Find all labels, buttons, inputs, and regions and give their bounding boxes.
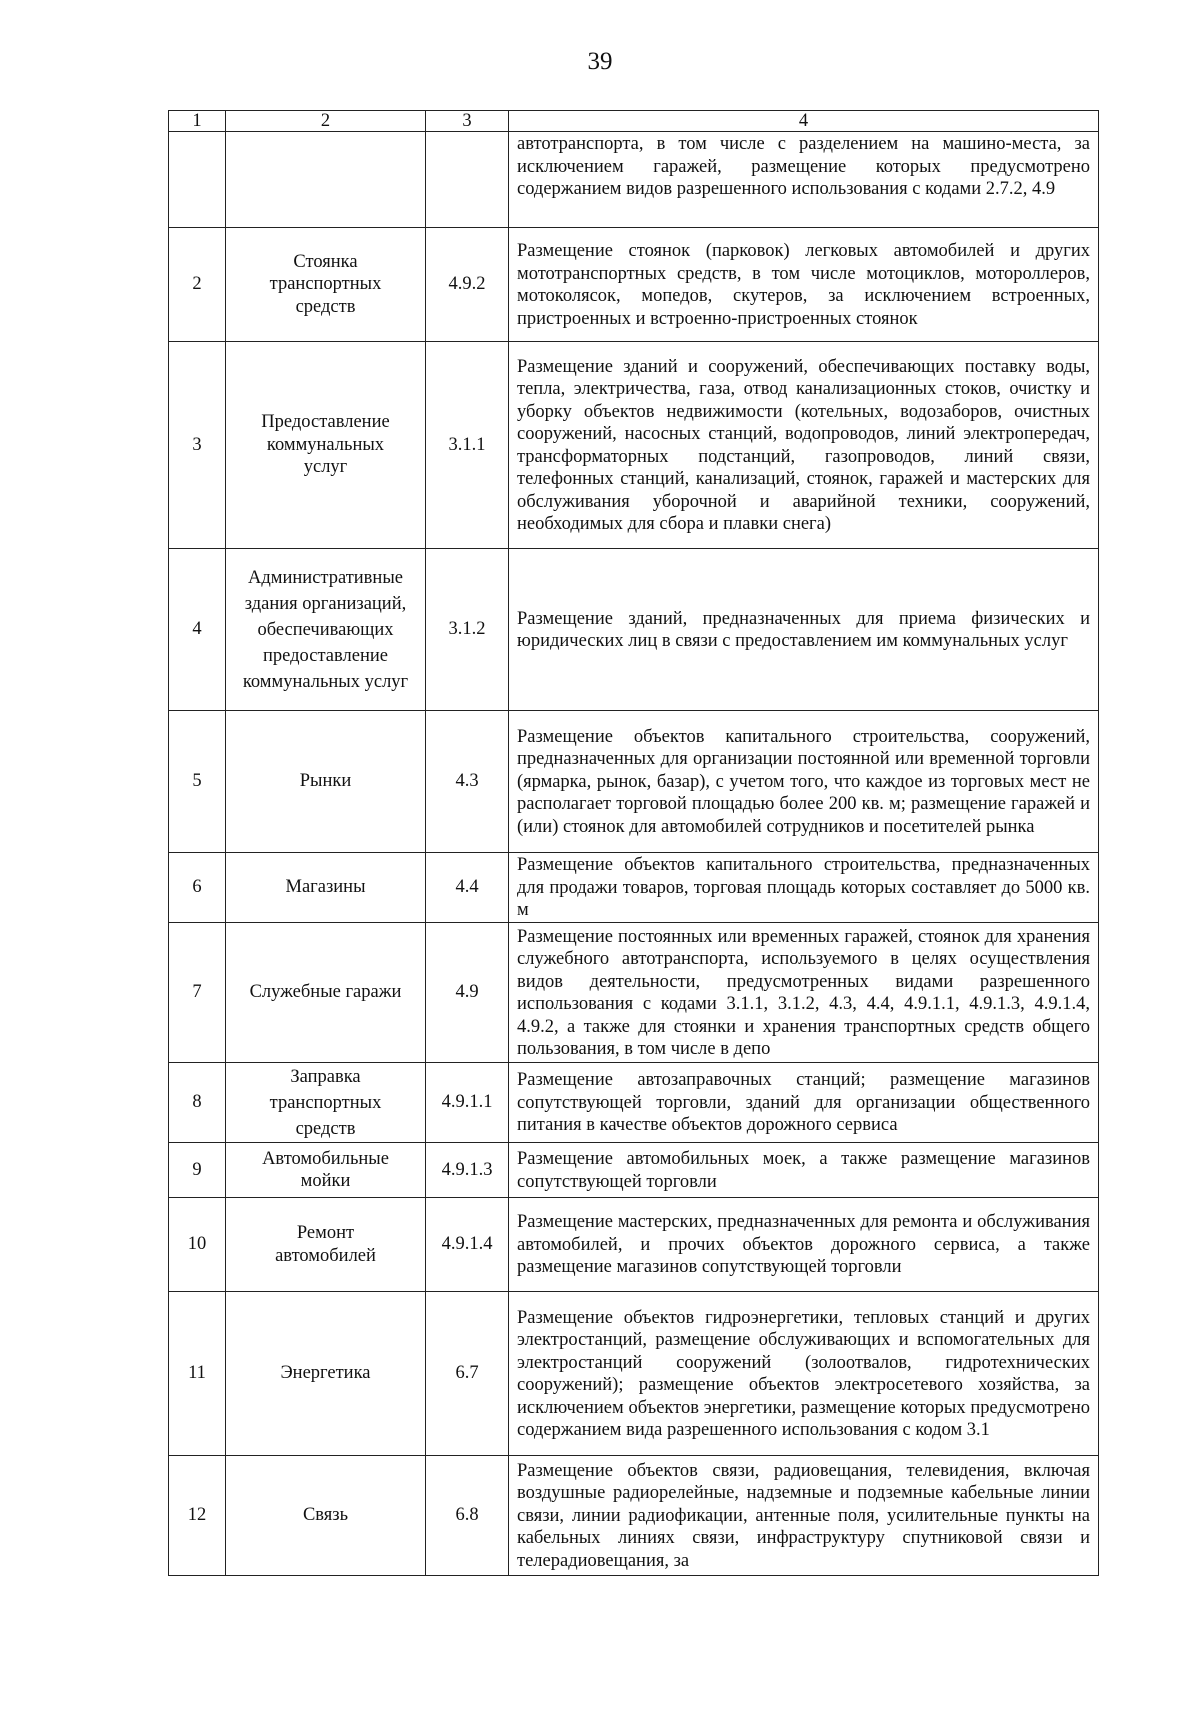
column-header-4: 4 (509, 111, 1099, 132)
row-code: 6.8 (426, 1456, 509, 1576)
table-header-row (169, 111, 1099, 132)
row-code (426, 132, 509, 228)
row-code: 4.9.1.1 (426, 1063, 509, 1143)
row-name: Предоставление коммунальных услуг (226, 342, 426, 549)
row-number: 12 (169, 1456, 226, 1576)
row-code: 4.9.1.3 (426, 1143, 509, 1198)
row-number: 9 (169, 1143, 226, 1198)
row-description: Размещение стоянок (парковок) легковых автомобилей и других мототранспортных средств, в том числе мотоциклов, мотороллеров, мотоколясок, мопедов, скутеров, за исключением встроенных, пристроенных и встроенно-пристроенных стоянок (509, 228, 1099, 342)
row-code: 3.1.2 (426, 549, 509, 711)
row-code: 3.1.1 (426, 342, 509, 549)
row-name: Энергетика (226, 1292, 426, 1456)
table-row (169, 853, 1099, 923)
land-use-table (168, 110, 1099, 1576)
row-number: 11 (169, 1292, 226, 1456)
row-number: 8 (169, 1063, 226, 1143)
table-row (169, 1063, 1099, 1143)
row-description: Размещение объектов капитального строительства, предназначенных для продажи товаров, торговая площадь которых составляет до 5000 кв. м (509, 853, 1099, 923)
table-row (169, 1198, 1099, 1292)
row-number: 4 (169, 549, 226, 711)
row-name: Ремонт автомобилей (226, 1198, 426, 1292)
row-code: 4.9.2 (426, 228, 509, 342)
column-header-1: 1 (169, 111, 226, 132)
row-description: Размещение объектов капитального строительства, сооружений, предназначенных для организации постоянной или временной торговли (ярмарка, рынок, базар), с учетом того, что каждое из торговых мест не располагает торговой площадью более 200 кв. м; размещение гаражей и (или) стоянок для автомобилей сотрудников и посетителей рынка (509, 711, 1099, 853)
row-name: Стоянка транспортных средств (226, 228, 426, 342)
row-code: 4.3 (426, 711, 509, 853)
table-row (169, 1143, 1099, 1198)
row-number: 2 (169, 228, 226, 342)
row-code: 4.4 (426, 853, 509, 923)
column-header-3: 3 (426, 111, 509, 132)
row-name: Рынки (226, 711, 426, 853)
row-name: Служебные гаражи (226, 923, 426, 1063)
row-description: Размещение объектов гидроэнергетики, тепловых станций и других электростанций, размещение обслуживающих и вспомогательных для электростанций сооружений (золоотвалов, гидротехнических сооружений); размещение объектов электросетевого хозяйства, за исключением объектов энергетики, размещение которых предусмотрено содержанием вида разрешенного использования с кодом 3.1 (509, 1292, 1099, 1456)
table-row (169, 342, 1099, 549)
row-code: 4.9 (426, 923, 509, 1063)
table-row (169, 923, 1099, 1063)
row-description: Размещение зданий и сооружений, обеспечивающих поставку воды, тепла, электричества, газа, отвод канализационных стоков, очистку и уборку объектов недвижимости (котельных, водозаборов, очистных сооружений, насосных станций, водопроводов, линий электропередач, трансформаторных подстанций, газопроводов, линий связи, телефонных станций, канализаций, стоянок, гаражей и мастерских для обслуживания уборочной и аварийной техники, сооружений, необходимых для сбора и плавки снега) (509, 342, 1099, 549)
row-number (169, 132, 226, 228)
table-row (169, 1456, 1099, 1576)
row-number: 10 (169, 1198, 226, 1292)
row-description: Размещение зданий, предназначенных для приема физических и юридических лиц в связи с предоставлением им коммунальных услуг (509, 549, 1099, 711)
row-description: Размещение автозаправочных станций; размещение магазинов сопутствующей торговли, зданий для организации общественного питания в качестве объектов дорожного сервиса (509, 1063, 1099, 1143)
row-name: Связь (226, 1456, 426, 1576)
row-number: 6 (169, 853, 226, 923)
row-description: Размещение объектов связи, радиовещания, телевидения, включая воздушные радиорелейные, надземные и подземные кабельные линии связи, линии радиофикации, антенные поля, усилительные пункты на кабельных линиях связи, инфраструктуру спутниковой связи и телерадиовещания, за (509, 1456, 1099, 1576)
row-name: Административные здания организаций, обеспечивающих предоставление коммунальных услуг (226, 549, 426, 711)
row-description: Размещение мастерских, предназначенных для ремонта и обслуживания автомобилей, и прочих объектов дорожного сервиса, а также размещение магазинов сопутствующей торговли (509, 1198, 1099, 1292)
row-code: 4.9.1.4 (426, 1198, 509, 1292)
row-number: 5 (169, 711, 226, 853)
table-row (169, 711, 1099, 853)
row-name: Автомобильные мойки (226, 1143, 426, 1198)
row-description: автотранспорта, в том числе с разделением на машино-места, за исключением гаражей, размещение которых предусмотрено содержанием видов разрешенного использования с кодами 2.7.2, 4.9 (509, 132, 1099, 228)
table-row-continuation (169, 132, 1099, 228)
row-name: Заправка транспортных средств (226, 1063, 426, 1143)
column-header-2: 2 (226, 111, 426, 132)
row-name: Магазины (226, 853, 426, 923)
row-number: 3 (169, 342, 226, 549)
row-description: Размещение постоянных или временных гаражей, стоянок для хранения служебного автотранспорта, используемого в целях осуществления видов деятельности, предусмотренных видами разрешенного использования с кодами 3.1.1, 3.1.2, 4.3, 4.4, 4.9.1.1, 4.9.1.3, 4.9.1.4, 4.9.2, а также для стоянки и хранения транспортных средств общего пользования, в том числе в депо (509, 923, 1099, 1063)
row-name (226, 132, 426, 228)
row-description: Размещение автомобильных моек, а также размещение магазинов сопутствующей торговли (509, 1143, 1099, 1198)
table-row (169, 1292, 1099, 1456)
page-number: 39 (587, 48, 613, 75)
table-row (169, 549, 1099, 711)
row-code: 6.7 (426, 1292, 509, 1456)
table-row (169, 228, 1099, 342)
row-number: 7 (169, 923, 226, 1063)
